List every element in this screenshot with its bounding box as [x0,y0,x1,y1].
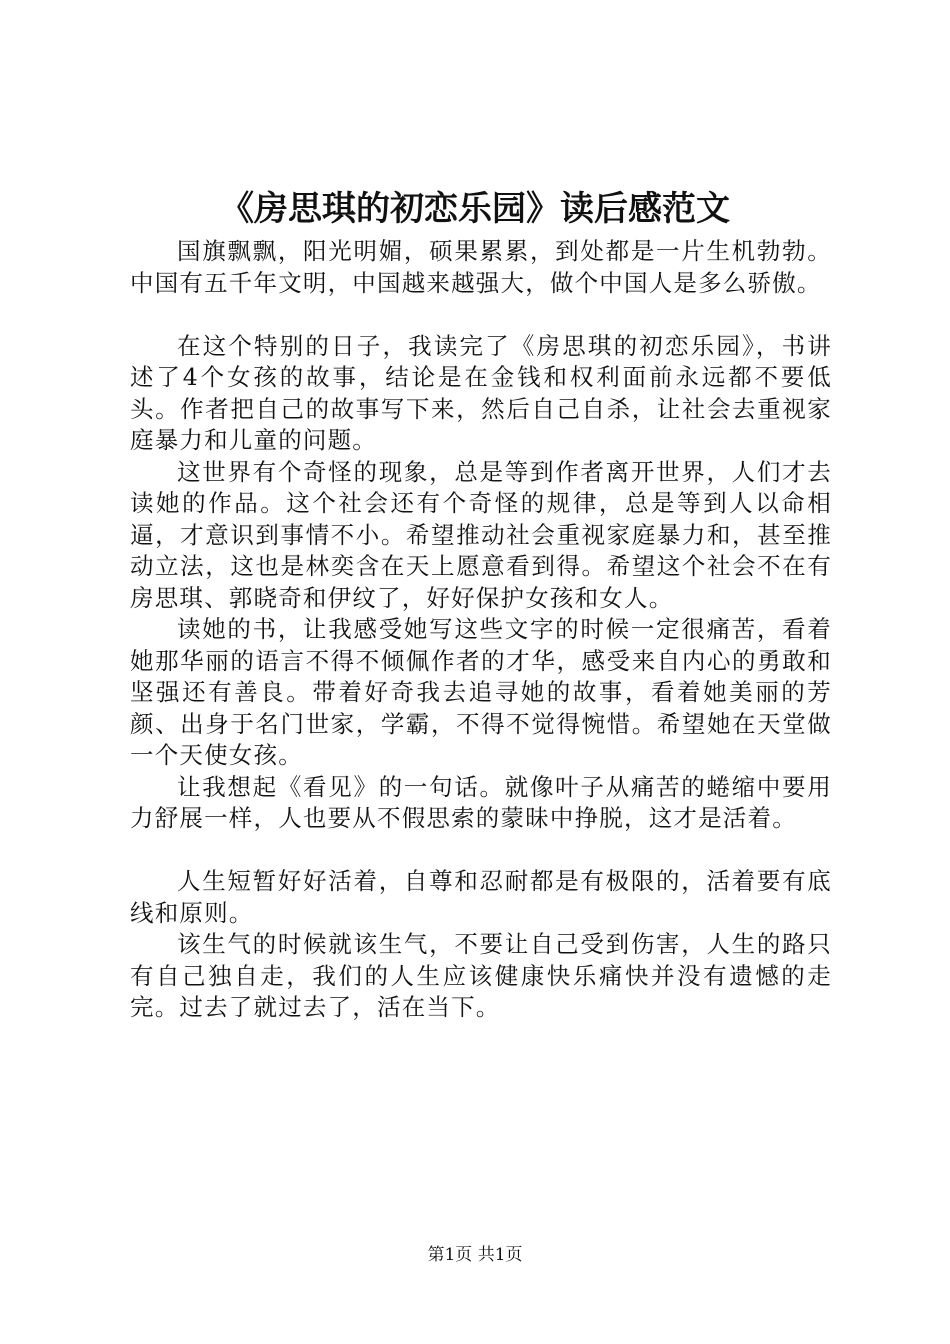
document-title: 《房思琪的初恋乐园》读后感范文 [220,189,730,229]
paragraph-1: 国旗飘飘，阳光明媚，硕果累累，到处都是一片生机勃勃。中国有五千年文明，中国越来越强大，做个中国人是多么骄傲。 [130,237,832,297]
paragraph-3: 这世界有个奇怪的现象，总是等到作者离开世界，人们才去读她的作品。这个社会还有个奇怪的规律，总是等到人以命相逼，才意识到事情不小。希望推动社会重视家庭暴力和，甚至推动立法，这也是林奕含在天上愿意看到得。希望这个社会不在有房思琪、郭晓奇和伊纹了，好好保护女孩和女人。 [130,457,832,612]
paragraph-7: 该生气的时候就该生气，不要让自己受到伤害，人生的路只有自己独自走，我们的人生应该健康快乐痛快并没有遗憾的走完。过去了就过去了，活在当下。 [130,930,832,1021]
paragraph-4: 读她的书，让我感受她写这些文字的时候一定很痛苦，看着她那华丽的语言不得不倾佩作者的才华，感受来自内心的勇敢和坚强还有善良。带着好奇我去追寻她的故事，看着她美丽的芳颜、出身于名门世家，学霸，不得不觉得惋惜。希望她在天堂做一个天使女孩。 [130,615,832,769]
document-body [130,236,832,1024]
paragraph-2: 在这个特别的日子，我读完了《房思琪的初恋乐园》，书讲述了4个女孩的故事，结论是在金钱和权利面前永远都不要低头。作者把自己的故事写下来，然后自己自杀，让社会去重视家庭暴力和儿童的问题。 [130,331,832,454]
page-footer: 第1页 共1页 [427,1245,523,1265]
paragraph-6: 人生短暂好好活着，自尊和忍耐都是有极限的，活着要有底线和原则。 [130,867,832,927]
paragraph-5: 让我想起《看见》的一句话。就像叶子从痛苦的蜷缩中要用力舒展一样，人也要从不假思索的蒙昧中挣脱，这才是活着。 [130,772,832,832]
